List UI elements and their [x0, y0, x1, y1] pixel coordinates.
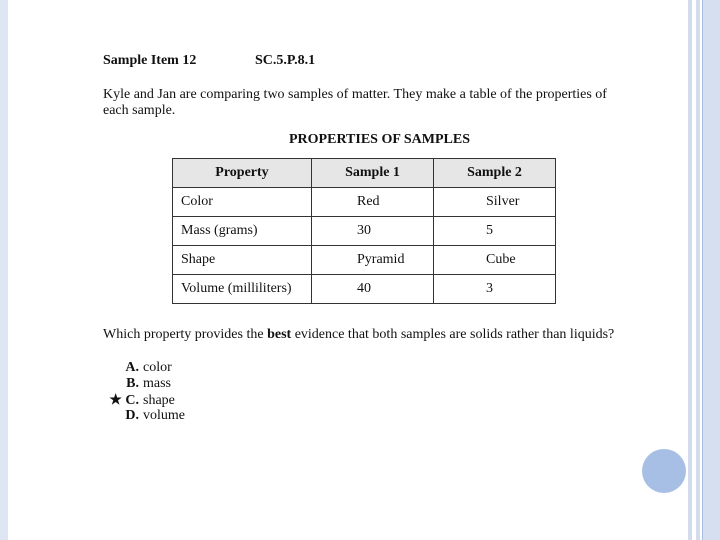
option-b	[103, 376, 171, 392]
option-text: color	[143, 360, 172, 375]
header-cell: Sample 1	[312, 159, 434, 188]
table-row	[173, 217, 556, 246]
standard-code: SC.5.P.8.1	[255, 53, 316, 68]
cell: Silver	[434, 188, 556, 217]
table-row	[173, 246, 556, 275]
table-title: PROPERTIES OF SAMPLES	[289, 132, 471, 147]
question-text: evidence that both samples are solids rather than liquids?	[291, 327, 615, 342]
cell: Color	[173, 188, 312, 217]
cell: 5	[434, 217, 556, 246]
left-decor-bar	[0, 0, 8, 540]
item-number: Sample Item 12	[103, 53, 197, 68]
cell: Cube	[434, 246, 556, 275]
option-letter: C.	[125, 393, 139, 408]
option-c	[103, 392, 175, 409]
option-letter: D.	[125, 408, 139, 423]
cell: Mass (grams)	[173, 217, 312, 246]
intro-line-2: each sample.	[103, 103, 176, 118]
properties-table	[172, 158, 556, 304]
question-text: Which property provides the	[103, 327, 268, 342]
option-letter: B.	[126, 376, 139, 391]
right-decor-stripe	[696, 0, 700, 540]
header-cell: Sample 2	[434, 159, 556, 188]
option-a	[103, 360, 172, 376]
decor-circle	[642, 449, 686, 493]
cell: 30	[312, 217, 434, 246]
table-row	[173, 188, 556, 217]
option-text: volume	[143, 408, 185, 423]
question	[103, 327, 614, 343]
option-text: shape	[143, 393, 175, 408]
cell: Red	[312, 188, 434, 217]
table-header-row	[173, 159, 556, 188]
cell: Pyramid	[312, 246, 434, 275]
right-decor-stripe	[688, 0, 692, 540]
cell: Shape	[173, 246, 312, 275]
answer-star-icon: ★	[109, 393, 122, 408]
option-letter: A.	[125, 360, 139, 375]
option-d	[103, 408, 185, 424]
intro-line-1: Kyle and Jan are comparing two samples of matter. They make a table of the properties of	[103, 87, 607, 102]
cell: Volume (milliliters)	[173, 275, 312, 304]
table-row	[173, 275, 556, 304]
right-decor-bar	[702, 0, 720, 540]
cell: 40	[312, 275, 434, 304]
header-cell: Property	[173, 159, 312, 188]
question-emphasis: best	[267, 327, 292, 342]
cell: 3	[434, 275, 556, 304]
option-text: mass	[143, 376, 171, 391]
